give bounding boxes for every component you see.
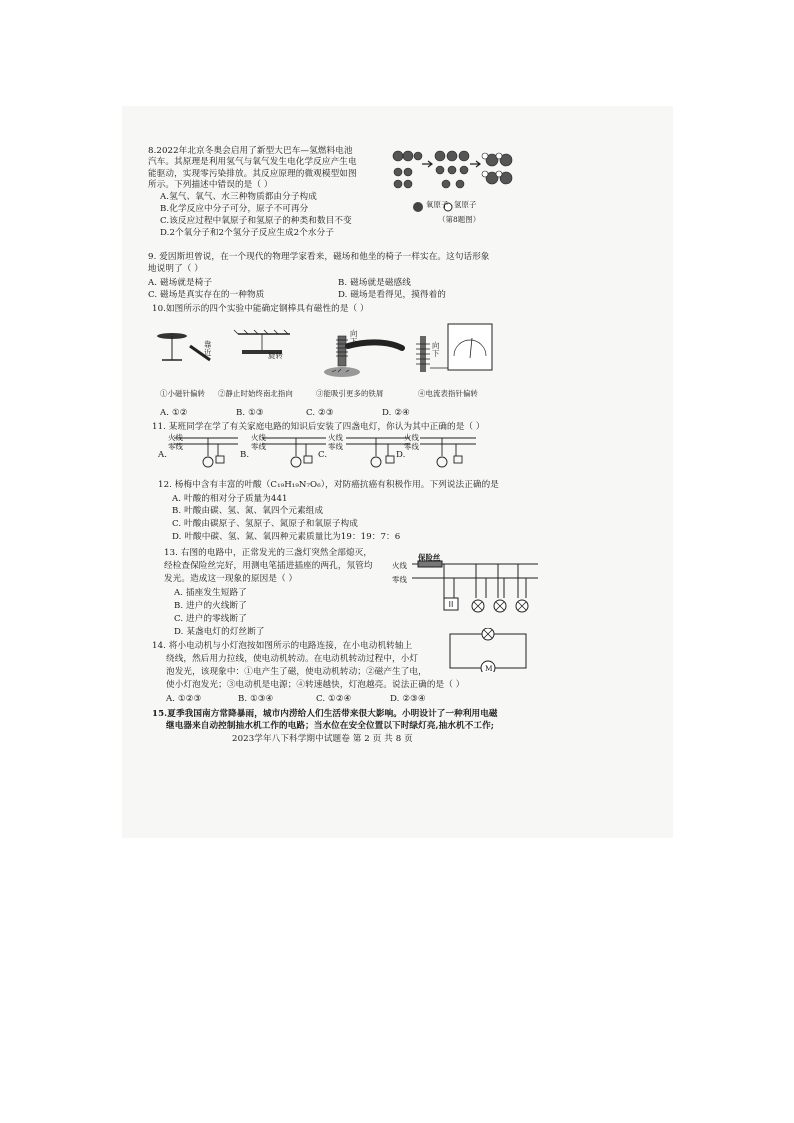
q8-line-2: 汽车。其原理是利用氢气与氧气发生电化学反应产生电 xyxy=(148,157,357,167)
q12-option-d: D. 叶酸中碳、氢、氮、氧四种元素质量比为19：19：7：6 xyxy=(172,532,401,542)
q8-line-3: 能驱动，实现零污染排放。其反应原理的微观模型如图 xyxy=(148,169,357,179)
q10-stem: 10.如图所示的四个实验中能确定钢棒具有磁性的是（ ） xyxy=(152,304,369,314)
q14-line-2: 绕线，然后用力拉线，使电动机转动。在电动机转动过程中，小灯 xyxy=(166,654,419,664)
q8-option-c: C.该反应过程中氧原子和氢原子的种类和数目不变 xyxy=(160,216,352,226)
q12-option-b: B. 叶酸由碳、氢、氮、氧四个元素组成 xyxy=(172,506,324,516)
q14-motor-symbol: M xyxy=(485,664,493,673)
q11-d-live-label: 火线 xyxy=(404,433,419,442)
q10-option-a: A. ①② xyxy=(160,408,188,418)
q9-option-d: D. 磁场是看得见，摸得着的 xyxy=(338,290,446,300)
q11-a-neutral-label: 零线 xyxy=(168,442,183,451)
q14-option-d: D. ②③④ xyxy=(390,694,426,704)
q11-letter-c: C. xyxy=(318,450,328,460)
q10-option-d: D. ②④ xyxy=(382,408,410,418)
q10-approach-label: 靠近 xyxy=(204,340,212,357)
q10-caption-2: ②静止时始终南北指向 xyxy=(218,389,293,398)
q14-option-a: A. ①②③ xyxy=(166,694,202,704)
q14-line-3: 泡发光，该现象中：①电产生了磁，使电动机转动；②磁产生了电， xyxy=(166,667,427,677)
q13-option-b: B. 进户的火线断了 xyxy=(174,601,247,611)
q14-line-4: 使小灯泡发光；③电动机是电源；④转速越快，灯泡越亮。说法正确的是（ ） xyxy=(166,680,465,690)
q10-down-label-3: 向下 xyxy=(350,329,358,346)
q13-line-2: 经检查保险丝完好，用测电笔插进插座的两孔，氖管均 xyxy=(164,561,373,571)
page-footer: 2023学年八下科学期中试题卷 第 2 页 共 8 页 xyxy=(232,734,413,744)
q11-letter-b: B. xyxy=(240,450,250,460)
q13-live-label: 火线 xyxy=(392,561,407,570)
q13-neutral-label: 零线 xyxy=(392,575,407,584)
q13-line-1: 13. 右图的电路中，正常发光的三盏灯突然全部熄灭， xyxy=(164,548,373,558)
q13-fuse-label: 保险丝 xyxy=(418,553,441,562)
q8-line-4: 所示。下列描述中错误的是（ ） xyxy=(148,180,273,190)
q11-letter-d: D. xyxy=(396,450,406,460)
q8-figure-caption: （第8题图） xyxy=(438,215,481,224)
q10-caption-1: ①小磁针偏转 xyxy=(160,389,205,398)
q8-option-a: A.氢气、氧气、水三种物质都由分子构成 xyxy=(160,192,317,202)
q14-option-c: C. ①②④ xyxy=(316,694,352,704)
svg-text:II: II xyxy=(448,600,454,609)
q15-line-2: 继电器来自动控制抽水机工作的电路；当水位在安全位置以下时绿灯亮,抽水机不工作; xyxy=(166,721,495,731)
q9-option-c: C. 磁场是真实存在的一种物质 xyxy=(148,290,265,300)
q10-caption-4: ④电流表指针偏转 xyxy=(418,389,478,398)
q9-line-1: 9. 爱因斯坦曾说，在一个现代的物理学家看来，磁场和他坐的椅子一样实在。这句话形象 xyxy=(148,252,490,262)
q10-option-b: B. ①③ xyxy=(236,408,264,418)
q9-line-2: 地说明了（ ） xyxy=(148,264,203,274)
q10-caption-3: ③能吸引更多的铁屑 xyxy=(316,389,384,398)
q11-d-neutral-label: 零线 xyxy=(404,442,419,451)
q11-letter-a: A. xyxy=(158,450,168,460)
q10-option-c: C. ②③ xyxy=(306,408,334,418)
q11-stem: 11. 某班同学在学了有关家庭电路的知识后安装了四盏电灯，你认为其中正确的是（ ） xyxy=(152,422,485,432)
q14-line-1: 14. 将小电动机与小灯泡按如图所示的电路连接，在小电动机转轴上 xyxy=(152,641,413,651)
q10-rotate-label: 旋转 xyxy=(268,351,283,360)
q11-b-live-label: 火线 xyxy=(251,433,266,442)
q11-b-neutral-label: 零线 xyxy=(251,442,266,451)
q13-option-a: A. 插座发生短路了 xyxy=(174,588,247,598)
q9-option-a: A. 磁场就是椅子 xyxy=(148,278,213,288)
q10-down-label-4: 向下 xyxy=(432,341,440,358)
q8-option-b: B.化学反应中分子可分，原子不可再分 xyxy=(160,204,309,214)
q9-option-b: B. 磁场就是磁感线 xyxy=(338,278,411,288)
q11-c-live-label: 火线 xyxy=(328,433,343,442)
q12-option-c: C. 叶酸由碳原子、氢原子、氮原子和氧原子构成 xyxy=(172,519,358,529)
q11-c-neutral-label: 零线 xyxy=(328,442,343,451)
q14-option-b: B. ①③④ xyxy=(238,694,274,704)
q13-circuit-diagram xyxy=(390,554,540,618)
q8-option-d: D.2个氧分子和2个氢分子反应生成2个水分子 xyxy=(160,228,335,238)
q15-line-1: 15.夏季我国南方常降暴雨，城市内涝给人们生活带来很大影响。小明设计了一种利用电磁 xyxy=(152,709,498,719)
q11-a-live-label: 火线 xyxy=(168,433,183,442)
q8-line-1: 8.2022年北京冬奥会启用了新型大巴车—氢燃料电池 xyxy=(148,146,353,156)
q12-option-a: A. 叶酸的相对分子质量为441 xyxy=(172,494,288,504)
q13-line-3: 发光。造成这一现象的原因是（ ） xyxy=(164,574,298,584)
q10-experiment-figures xyxy=(150,322,500,384)
q12-stem: 12. 杨梅中含有丰富的叶酸（C₁₉H₁₉N₇O₆），对防癌抗癌有积极作用。下列说法正确的是 xyxy=(158,480,500,490)
q8-legend-hydrogen: 氢原子 xyxy=(454,200,477,209)
q13-option-c: C. 进户的零线断了 xyxy=(174,614,247,624)
q13-option-d: D. 某盏电灯的灯丝断了 xyxy=(174,627,265,637)
q8-legend-oxygen: 氧原子 xyxy=(426,200,449,209)
